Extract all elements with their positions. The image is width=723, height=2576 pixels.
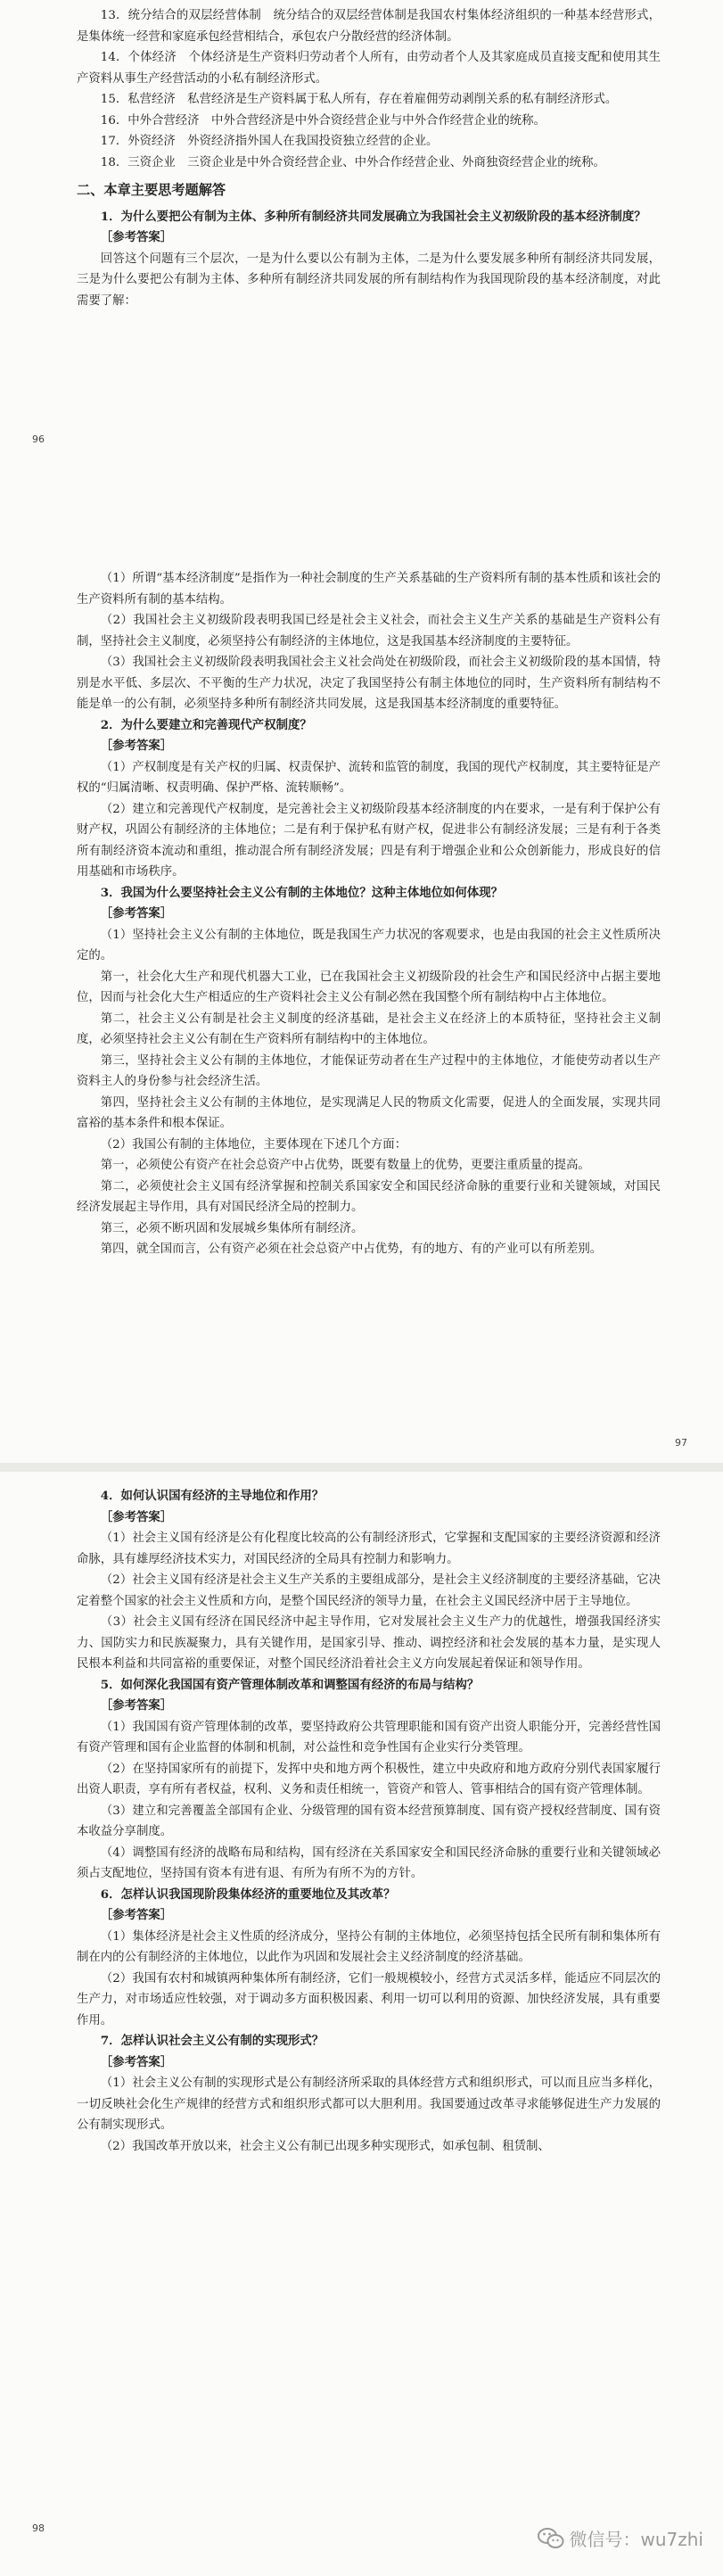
watermark-text: 微信号：wu7zhi [569, 2529, 703, 2550]
wechat-icon [538, 2527, 564, 2550]
answer-paragraph: 第四，坚持社会主义公有制的主体地位，是实现满足人民的物质文化需要，促进人的全面发展，实现共同富裕的基本条件和根本保证。 [77, 1095, 661, 1130]
page-number: 98 [32, 2522, 45, 2534]
page-number: 97 [675, 1437, 687, 1449]
page-sheet-98 [0, 1472, 723, 2576]
answer-paragraph: （2）我国改革开放以来，社会主义公有制已出现多种实现形式，如承包制、租赁制、 [100, 2139, 550, 2153]
answer-paragraph: （2）我国公有制的主体地位，主要体现在下述几个方面： [100, 1137, 407, 1152]
section-title: 二、本章主要思考题解答 [77, 182, 226, 198]
definition-paragraph: 16．中外合营经济 中外合营经济是中外合资经营企业与中外合作经营企业的统称。 [100, 113, 546, 128]
answer-paragraph: （1）我国国有资产管理体制的改革，要坚持政府公共管理职能和国有资产出资人职能分开，完善经营性国有资产管理和国有企业监督的体制和机制，对公益性和竞争性国有企业实行分类管理。 [77, 1720, 661, 1754]
definition-paragraph: 14．个体经济 个体经济是生产资料归劳动者个人所有，由劳动者个人及其家庭成员直接支配和使用其生产资料从事生产经营活动的小私有制经济形式。 [77, 51, 661, 86]
answer-paragraph: （4）调整国有经济的战略布局和结构，国有经济在关系国家安全和国民经济命脉的重要行业和关键领域必须占支配地位，坚持国有资本有进有退、有所为有所不为的方针。 [77, 1845, 661, 1880]
answer-paragraph: （1）社会主义公有制的实现形式是公有制经济所采取的具体经营方式和组织形式，可以而且应当多样化，一切反映社会化生产规律的经营方式和组织形式都可以大胆利用。我国要通过改革寻求能够促进生产力发展的公有制实现形式。 [77, 2076, 661, 2132]
question-5: 5．如何深化我国国有资产管理体制改革和调整国有经济的布局与结构？ [100, 1677, 480, 1692]
answer-paragraph: （1）集体经济是社会主义性质的经济成分，坚持公有制的主体地位，必须坚持包括全民所有制和集体所有制在内的公有制经济的主体地位，以此作为巩固和发展社会主义经济制度的经济基础。 [77, 1929, 661, 1964]
answer-paragraph: （2）我国有农村和城镇两种集体所有制经济，它们一般规模较小，经营方式灵活多样，能适应不同层次的生产力，对市场适应性较强，对于调动多方面积极因素、利用一切可以利用的资源、加快经济发展，具有重要作用。 [77, 1971, 661, 2027]
question-2: 2．为什么要建立和完善现代产权制度？ [100, 717, 312, 732]
definition-paragraph: 15．私营经济 私营经济是生产资料属于私人所有，存在着雇佣劳动剥削关系的私有制经济形式。 [100, 93, 618, 106]
answer-paragraph: （3）我国社会主义初级阶段表明我国社会主义社会尚处在初级阶段，而社会主义初级阶段的基本国情，特别是水平低、多层次、不平衡的生产力状况，决定了我国坚持公有制主体地位的同时，生产资料所有制结构不能是单一的公有制，必须坚持多种所有制经济共同发展，这是我国基本经济制度的重要特征。 [77, 656, 661, 711]
answer-paragraph: （3）社会主义国有经济在国民经济中起主导作用，它对发展社会主义生产力的优越性，增强我国经济实力、国防实力和民族凝聚力，具有关键作用，是国家引导、推动、调控经济和社会发展的基本力量，是实现人民根本利益和共同富裕的重要保证，对整个国民经济沿着社会主义方向发展起着保证和领导作用。 [77, 1615, 661, 1671]
answer-label: ［参考答案］ [100, 1509, 173, 1524]
answer-paragraph: （1）产权制度是有关产权的归属、权责保护、流转和监管的制度，我国的现代产权制度，其主要特征是产权的“归属清晰、权责明确、保护严格、流转顺畅”。 [77, 760, 661, 795]
answer-label: ［参考答案］ [100, 1908, 173, 1922]
definition-paragraph: 18．三资企业 三资企业是中外合资经营企业、中外合作经营企业、外商独资经营企业的统称。 [100, 155, 605, 169]
page-divider [0, 1463, 723, 1472]
answer-paragraph: 回答这个问题有三个层次，一是为什么要以公有制为主体，二是为什么要发展多种所有制经济共同发展，三是为什么要把公有制为主体、多种所有制经济共同发展的所有制结构作为我国现阶段的基本经济制度，对此需要了解： [77, 252, 661, 308]
answer-label: ［参考答案］ [100, 1698, 173, 1713]
answer-label: ［参考答案］ [100, 2054, 173, 2069]
answer-paragraph: 第三，必须不断巩固和发展城乡集体所有制经济。 [100, 1221, 364, 1235]
question-7: 7．怎样认识社会主义公有制的实现形式？ [100, 2034, 325, 2048]
page-sheet-97 [0, 549, 723, 1463]
page-97-content [77, 568, 661, 1260]
question-6: 6．怎样认识我国现阶段集体经济的重要地位及其改革？ [100, 1887, 396, 1902]
answer-paragraph: （2）我国社会主义初级阶段表明我国已经是社会主义社会，而社会主义生产关系的基础是生产资料公有制，坚持社会主义制度，必须坚持公有制经济的主体地位，这是我国基本经济制度的主要特征。 [77, 614, 661, 648]
answer-paragraph: （1）社会主义国有经济是公有化程度比较高的公有制经济形式，它掌握和支配国家的主要经济资源和经济命脉，具有雄厚经济技术实力，对国民经济的全局具有控制力和影响力。 [77, 1532, 661, 1566]
page-sheet-96 [0, 0, 723, 549]
answer-paragraph: 第三，坚持社会主义公有制的主体地位，才能保证劳动者在生产过程中的主体地位，才能使劳动者以生产资料主人的身份参与社会经济生活。 [77, 1053, 661, 1088]
definition-paragraph: 13．统分结合的双层经营体制 统分结合的双层经营体制是我国农村集体经济组织的一种基本经营形式，是集体统一经营和家庭承包经营相结合，承包农户分散经营的经济体制。 [77, 9, 661, 44]
question-1: 1．为什么要把公有制为主体、多种所有制经济共同发展确立为我国社会主义初级阶段的基本经济制度？ [100, 209, 646, 224]
answer-paragraph: 第一，社会化大生产和现代机器大工业，已在我国社会主义初级阶段的社会生产和国民经济中占据主要地位，因而与社会化大生产相适应的生产资料社会主义公有制必然在我国整个所有制结构中占主体地位。 [77, 970, 661, 1004]
answer-paragraph: （2）社会主义国有经济是社会主义生产关系的主要组成部分，是社会主义经济制度的主要经济基础，它决定着整个国家的社会主义性质和方向，是整个国民经济的领导力量，在社会主义国民经济中居于主导地位。 [77, 1573, 661, 1608]
page-number: 96 [32, 433, 45, 445]
answer-paragraph: 第二，必须使社会主义国有经济掌握和控制关系国家安全和国民经济命脉的重要行业和关键领域，对国民经济发展起主导作用，具有对国民经济全局的控制力。 [77, 1179, 661, 1214]
definition-paragraph: 17．外资经济 外资经济指外国人在我国投资独立经营的企业。 [100, 135, 439, 148]
answer-paragraph: （2）在坚持国家所有的前提下，发挥中央和地方两个积极性，建立中央政府和地方政府分别代表国家履行出资人职责，享有所有者权益，权利、义务和责任相统一，管资产和管人、管事相结合的国有资产管理体制。 [77, 1762, 661, 1796]
answer-paragraph: （3）建立和完善覆盖全部国有企业、分级管理的国有资本经营预算制度、国有资产授权经营制度、国有资本收益分享制度。 [77, 1804, 661, 1838]
answer-label: ［参考答案］ [100, 906, 173, 921]
answer-paragraph: 第四，就全国而言，公有资产必须在社会总资产中占优势，有的地方、有的产业可以有所差别。 [100, 1243, 603, 1256]
answer-label: ［参考答案］ [100, 230, 173, 244]
answer-paragraph: （1）所谓“基本经济制度”是指作为一种社会制度的生产关系基础的生产资料所有制的基本性质和该社会的生产资料所有制的基本结构。 [77, 572, 661, 607]
answer-paragraph: 第一，必须使公有资产在社会总资产中占优势，既要有数量上的优势，更要注重质量的提高。 [100, 1159, 590, 1172]
answer-paragraph: 第二，社会主义公有制是社会主义制度的经济基础，是社会主义在经济上的本质特征，坚持社会主义制度，必须坚持社会主义公有制在生产资料所有制结构中的主体地位。 [77, 1011, 661, 1046]
answer-paragraph: （1）坚持社会主义公有制的主体地位，既是我国生产力状况的客观要求，也是由我国的社会主义性质所决定的。 [77, 928, 661, 962]
page-98-content [77, 1486, 661, 2157]
answer-label: ［参考答案］ [100, 739, 173, 753]
answer-paragraph: （2）建立和完善现代产权制度，是完善社会主义初级阶段基本经济制度的内在要求，一是有利于保护公有财产权，巩固公有制经济的主体地位；二是有利于保护私有财产权，促进非公有制经济发展；三是有利于各类所有制经济资本流动和重组，推动混合所有制经济发展；四是有利于增强企业和公众创新能力，形成良好的信用基础和市场秩序。 [77, 802, 661, 879]
page-96-content [77, 5, 661, 311]
question-3: 3．我国为什么要坚持社会主义公有制的主体地位？这种主体地位如何体现？ [100, 885, 504, 900]
wechat-watermark [538, 2525, 704, 2551]
question-4: 4．如何认识国有经济的主导地位和作用？ [100, 1489, 325, 1503]
